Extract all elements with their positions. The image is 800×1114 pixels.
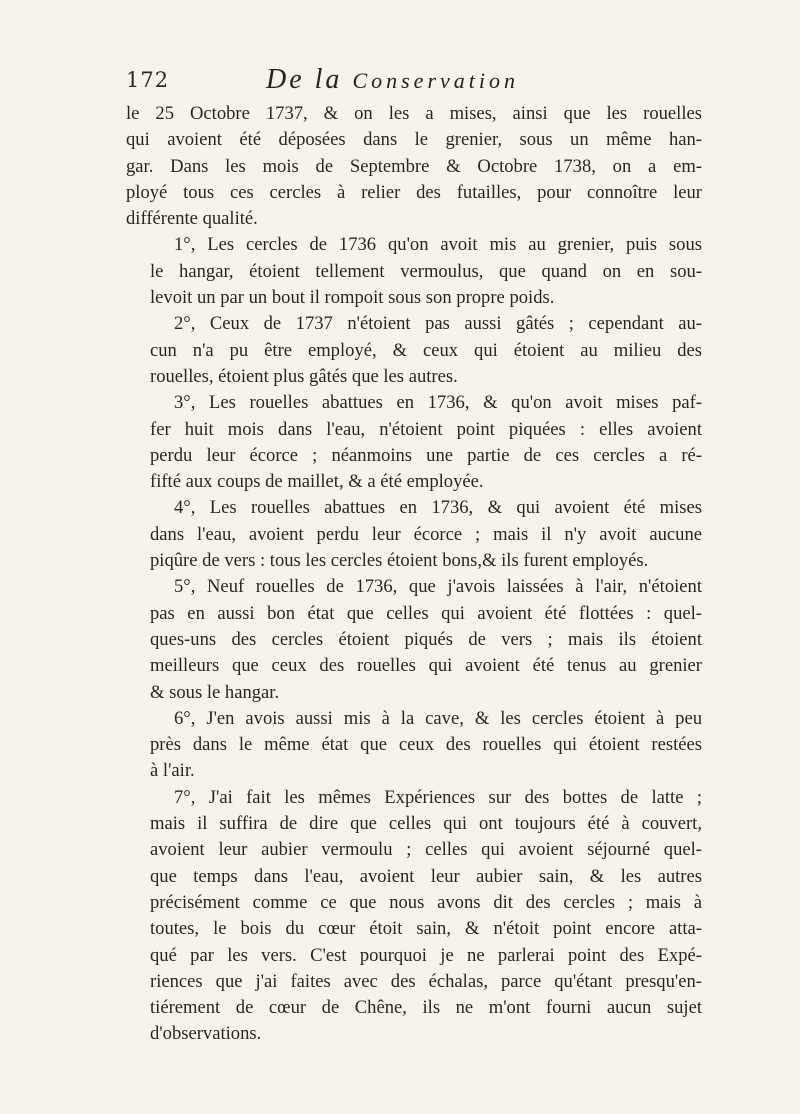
text-line: 1°, Les cercles de 1736 qu'on avoit mis au grenier, puis sous (174, 234, 702, 256)
paragraph (126, 311, 702, 390)
text-line: piqûre de vers : tous les cercles étoient bons,& ils furent employés. (150, 550, 649, 572)
text-line: mais il suffira de dire que celles qui ont toujours été à couvert, (150, 813, 702, 835)
text-line: toutes, le bois du cœur étoit sain, & n'étoit point encore atta- (150, 918, 702, 940)
text-line: 2°, Ceux de 1737 n'étoient pas aussi gâtés ; cependant au- (174, 313, 702, 335)
text-line: 3°, Les rouelles abattues en 1736, & qu'on avoit mises paf- (174, 392, 702, 414)
text-line: qué par les vers. C'est pourquoi je ne parlerai point des Expé- (150, 944, 702, 966)
running-head-prefix: De la (266, 64, 343, 95)
text-line: d'observations. (150, 1023, 262, 1045)
text-line: dans l'eau, avoient perdu leur écorce ; mais il n'y avoit aucune (150, 523, 702, 545)
text-line: 5°, Neuf rouelles de 1736, que j'avois laissées à l'air, n'étoient (174, 576, 702, 598)
text-line: ployé tous ces cercles à relier des futailles, pour connoître leur (126, 181, 702, 203)
text-line: cun n'a pu être employé, & ceux qui étoient au milieu des (150, 339, 702, 361)
text-line: le 25 Octobre 1737, & on les a mises, ainsi que les rouelles (126, 103, 702, 124)
text-line: gar. Dans les mois de Septembre & Octobre 1738, on a em- (126, 155, 702, 177)
text-line: précisément comme ce que nous avons dit des cercles ; mais à (150, 891, 702, 913)
paragraph (126, 785, 702, 1048)
page-number: 172 (126, 68, 170, 92)
paragraph (126, 574, 702, 705)
text-line: fifté aux coups de maillet, & a été employée. (150, 471, 484, 493)
text-line: le hangar, étoient tellement vermoulus, que quand on en sou- (150, 260, 702, 282)
text-line: meilleurs que ceux des rouelles qui avoient été tenus au grenier (150, 655, 702, 677)
text-line: que temps dans l'eau, avoient leur aubier sain, & les autres (150, 865, 702, 887)
text-line: avoient leur aubier vermoulu ; celles qui avoient séjourné quel- (150, 839, 702, 861)
running-head-main: Conservation (352, 68, 519, 93)
text-line: levoit un par un bout il rompoit sous son propre poids. (150, 287, 555, 309)
text-line: 4°, Les rouelles abattues en 1736, & qui avoient été mises (174, 497, 702, 519)
text-line: & sous le hangar. (150, 681, 280, 703)
text-line: tiérement de cœur de Chêne, ils ne m'ont fourni aucun sujet (150, 997, 702, 1019)
text-line: différente qualité. (126, 208, 258, 230)
text-line: rouelles, étoient plus gâtés que les autres. (150, 365, 458, 387)
text-line: à l'air. (150, 760, 195, 782)
text-line: riences que j'ai faites avec des échalas, parce qu'étant presqu'en- (150, 970, 702, 992)
text-line: 7°, J'ai fait les mêmes Expériences sur des bottes de latte ; (174, 786, 702, 808)
page-header (126, 64, 706, 100)
paragraph (126, 390, 702, 495)
text-line: ques-uns des cercles étoient piqués de vers ; mais ils étoient (150, 628, 702, 650)
running-head (266, 64, 519, 96)
text-line: 6°, J'en avois aussi mis à la cave, & les cercles étoient à peu (174, 707, 702, 729)
text-line: qui avoient été déposées dans le grenier, sous un même han- (126, 129, 702, 151)
text-line: perdu leur écorce ; néanmoins une partie de ces cercles a ré- (150, 444, 702, 466)
paragraph (126, 495, 702, 574)
paragraph (126, 232, 702, 311)
body-text (126, 101, 702, 1048)
paragraph (126, 706, 702, 785)
paragraph (126, 101, 702, 232)
text-line: pas en aussi bon état que celles qui avoient été flottées : quel- (150, 602, 702, 624)
text-line: près dans le même état que ceux des rouelles qui étoient restées (150, 734, 702, 756)
text-line: fer huit mois dans l'eau, n'étoient point piquées : elles avoient (150, 418, 702, 440)
